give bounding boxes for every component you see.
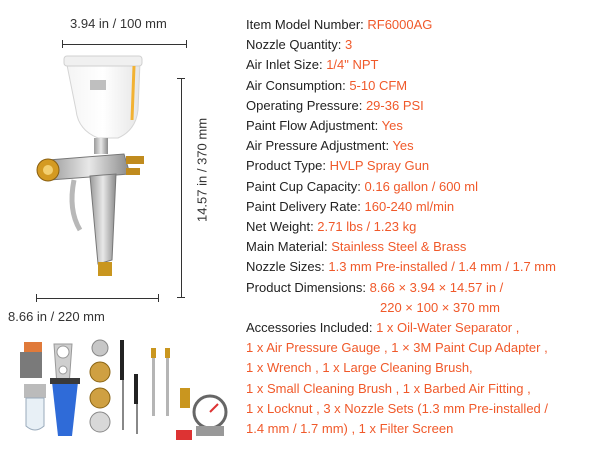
spray-gun-image: [28, 50, 178, 290]
height-side-tick-top: [177, 78, 185, 79]
width-top-line: [62, 44, 186, 45]
spec-list: [246, 15, 596, 439]
accessories-line: 1 x Small Cleaning Brush , 1 x Barbed Air Fitting ,: [246, 380, 531, 396]
accessories-line: 1 x Air Pressure Gauge , 1 × 3M Paint Cup Adapter ,: [246, 340, 548, 356]
accessories-line: 1.4 mm / 1.7 mm) , 1 x Filter Screen: [246, 421, 454, 437]
spec-accessories: Accessories Included: 1 x Oil-Water Separator ,: [246, 320, 520, 336]
spec-product-type: Product Type: HVLP Spray Gun: [246, 158, 430, 174]
accessories-line: 1 x Locknut , 3 x Nozzle Sets (1.3 mm Pre-installed /: [246, 400, 549, 416]
accessories-image: [10, 338, 235, 446]
width-bottom-tick-left: [36, 294, 37, 302]
spec-model: Item Model Number: RF6000AG: [246, 17, 433, 32]
spec-operating-pressure: Operating Pressure: 29-36 PSI: [246, 97, 424, 113]
spec-nozzle-quantity: Nozzle Quantity: 3: [246, 37, 353, 53]
height-side-label: 14.57 in / 370 mm: [194, 117, 210, 223]
spec-air-consumption: Air Consumption: 5-10 CFM: [246, 77, 408, 93]
spec-nozzle-sizes: Nozzle Sizes: 1.3 mm Pre-installed / 1.4 mm / 1.7 mm: [246, 259, 556, 275]
spec-dimensions-metric: 220 × 100 × 370 mm: [380, 299, 500, 315]
spec-air-inlet: Air Inlet Size: 1/4" NPT: [246, 57, 379, 73]
width-bottom-tick-right: [158, 294, 159, 302]
width-top-tick-left: [62, 40, 63, 48]
height-side-line: [181, 78, 182, 297]
spec-air-pressure: Air Pressure Adjustment: Yes: [246, 138, 414, 154]
width-top-label: 3.94 in / 100 mm: [70, 16, 167, 31]
height-side-tick-bottom: [177, 297, 185, 298]
spec-net-weight: Net Weight: 2.71 lbs / 1.23 kg: [246, 219, 417, 235]
spec-dimensions: Product Dimensions: 8.66 × 3.94 × 14.57 in /: [246, 279, 504, 295]
width-bottom-label: 8.66 in / 220 mm: [8, 309, 105, 324]
width-top-tick-right: [186, 40, 187, 48]
spec-delivery-rate: Paint Delivery Rate: 160-240 ml/min: [246, 198, 455, 214]
spec-cup-capacity: Paint Cup Capacity: 0.16 gallon / 600 ml: [246, 178, 478, 194]
accessories-line: 1 x Wrench , 1 x Large Cleaning Brush,: [246, 360, 473, 376]
spec-paint-flow: Paint Flow Adjustment: Yes: [246, 118, 403, 134]
spec-material: Main Material: Stainless Steel & Brass: [246, 239, 467, 255]
width-bottom-line: [36, 298, 158, 299]
